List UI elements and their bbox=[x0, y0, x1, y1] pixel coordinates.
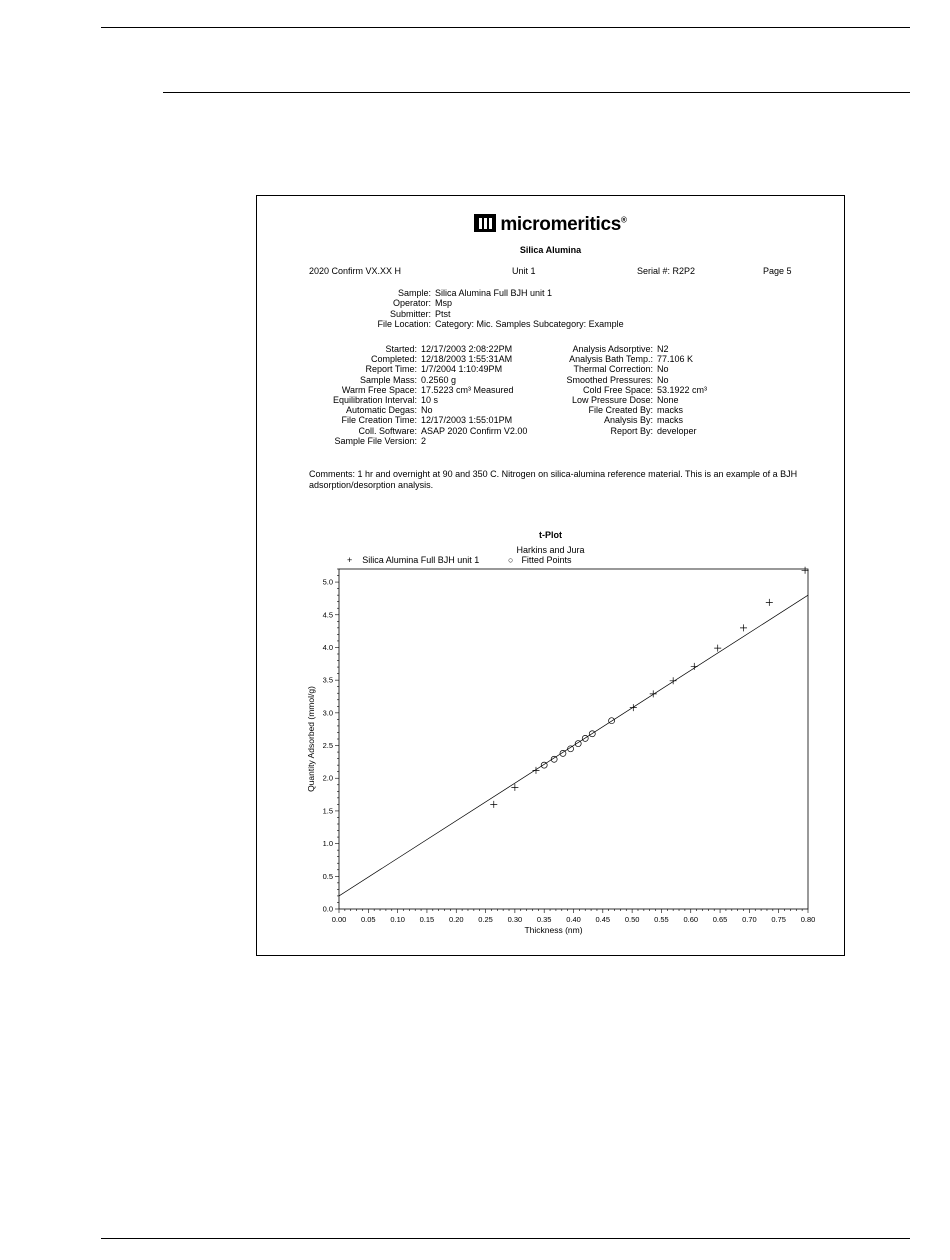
param-value: 0.2560 g bbox=[421, 374, 457, 385]
micromeritics-logo: micromeritics® bbox=[257, 214, 844, 236]
plus-point bbox=[740, 624, 747, 631]
x-tick-label: 0.05 bbox=[361, 915, 376, 924]
param-value: developer bbox=[657, 425, 697, 436]
param-value: Category: Mic. Samples Subcategory: Example bbox=[435, 319, 624, 330]
x-tick-label: 0.50 bbox=[624, 915, 640, 924]
param-value: Silica Alumina Full BJH unit 1 bbox=[435, 288, 553, 298]
param-value: macks bbox=[657, 415, 684, 426]
param-value: 2 bbox=[421, 435, 427, 446]
y-tick-label: 4.0 bbox=[322, 642, 333, 652]
y-tick-label: 3.0 bbox=[322, 708, 333, 718]
chart-title: t-Plot bbox=[539, 530, 562, 540]
param-label: Low Pressure Dose: bbox=[571, 395, 653, 405]
param-value: 77.106 K bbox=[657, 354, 694, 365]
param-value: macks bbox=[657, 405, 684, 416]
param-label: Thermal Correction: bbox=[573, 364, 653, 375]
y-tick-label: 1.0 bbox=[322, 839, 333, 849]
param-label: Analysis Adsorptive: bbox=[572, 344, 653, 354]
param-value: Msp bbox=[435, 298, 453, 309]
plus-marker-icon: + bbox=[347, 555, 353, 565]
param-value: 12/18/2003 1:55:31AM bbox=[421, 354, 513, 365]
x-tick-label: 0.35 bbox=[536, 915, 552, 924]
y-tick-label: 0.5 bbox=[322, 871, 333, 881]
x-tick-label: 0.20 bbox=[448, 915, 464, 924]
param-value: ASAP 2020 Confirm V2.00 bbox=[421, 425, 528, 436]
x-tick-label: 0.55 bbox=[654, 915, 669, 924]
param-value: Ptst bbox=[435, 308, 451, 319]
report-figure bbox=[256, 195, 845, 956]
plot-frame bbox=[339, 569, 808, 909]
serial-label: Serial #: R2P2 bbox=[637, 266, 696, 276]
param-label: File Created By: bbox=[588, 405, 653, 416]
param-label: Sample File Version: bbox=[334, 435, 417, 446]
param-label: Started: bbox=[385, 344, 417, 354]
param-label: File Creation Time: bbox=[341, 415, 417, 426]
bottom-rule bbox=[101, 1238, 910, 1239]
param-value: 1/7/2004 1:10:49PM bbox=[421, 364, 503, 375]
param-label: Warm Free Space: bbox=[341, 384, 417, 395]
circle-marker-icon: ○ bbox=[508, 555, 514, 565]
top-rule bbox=[101, 27, 910, 28]
param-label: File Location: bbox=[377, 319, 431, 330]
y-axis-title: Quantity Adsorbed (mmol/g) bbox=[306, 686, 316, 792]
param-value: No bbox=[421, 405, 433, 416]
param-label: Cold Free Space: bbox=[582, 384, 653, 395]
x-tick-label: 0.10 bbox=[390, 915, 405, 924]
plus-point bbox=[490, 801, 497, 808]
page-label: Page 5 bbox=[763, 266, 792, 276]
param-value: No bbox=[657, 364, 669, 375]
x-tick-label: 0.80 bbox=[800, 915, 816, 924]
y-tick-label: 2.5 bbox=[322, 741, 333, 751]
section-rule bbox=[163, 92, 910, 93]
x-tick-label: 0.75 bbox=[771, 915, 786, 924]
param-label: Sample: bbox=[397, 288, 431, 298]
plus-point bbox=[714, 645, 721, 652]
x-tick-label: 0.25 bbox=[478, 915, 493, 924]
legend-item-fitted: ○ Fitted Points bbox=[508, 555, 572, 565]
plus-point bbox=[802, 567, 809, 574]
y-tick-label: 2.0 bbox=[322, 773, 333, 783]
y-tick-label: 0.0 bbox=[322, 904, 333, 914]
param-value: 17.5223 cm³ Measured bbox=[421, 384, 514, 395]
y-tick-label: 3.5 bbox=[322, 675, 333, 685]
x-axis-title: Thickness (nm) bbox=[524, 925, 583, 935]
y-tick-label: 4.5 bbox=[322, 610, 333, 620]
x-tick-label: 0.70 bbox=[742, 915, 757, 924]
chart-subtitle: Harkins and Jura bbox=[516, 545, 585, 555]
param-label: Analysis Bath Temp.: bbox=[569, 354, 653, 365]
fit-line bbox=[339, 595, 808, 896]
param-value: 12/17/2003 2:08:22PM bbox=[421, 344, 513, 354]
unit-label: Unit 1 bbox=[512, 266, 536, 276]
param-label: Sample Mass: bbox=[359, 374, 417, 385]
x-tick-label: 0.65 bbox=[712, 915, 728, 924]
param-value: 10 s bbox=[421, 395, 439, 405]
param-label: Coll. Software: bbox=[358, 425, 417, 436]
param-label: Analysis By: bbox=[603, 415, 653, 426]
param-label: Equilibration Interval: bbox=[332, 395, 417, 405]
comments: Comments: 1 hr and overnight at 90 and 350 C. Nitrogen on silica-alumina reference material. This is an example of a BJH adsorption/desorption analysis. bbox=[309, 469, 798, 490]
param-value: 12/17/2003 1:55:01PM bbox=[421, 415, 513, 426]
param-label: Submitter: bbox=[389, 308, 431, 319]
version-label: 2020 Confirm VX.XX H bbox=[309, 266, 402, 276]
param-label: Completed: bbox=[370, 354, 417, 365]
param-value: 53.1922 cm³ bbox=[657, 384, 708, 395]
param-value: No bbox=[657, 374, 669, 385]
t-plot-chart bbox=[257, 196, 844, 955]
x-tick-label: 0.30 bbox=[507, 915, 523, 924]
param-label: Automatic Degas: bbox=[345, 405, 417, 416]
y-tick-label: 5.0 bbox=[322, 577, 333, 587]
param-label: Smoothed Pressures: bbox=[566, 374, 653, 385]
param-label: Report By: bbox=[610, 425, 653, 436]
x-tick-label: 0.15 bbox=[419, 915, 435, 924]
fitted-point bbox=[541, 762, 547, 768]
plus-point bbox=[766, 599, 773, 606]
param-value: N2 bbox=[657, 344, 669, 354]
report-title: Silica Alumina bbox=[519, 245, 582, 255]
param-label: Operator: bbox=[392, 298, 431, 309]
x-tick-label: 0.45 bbox=[595, 915, 611, 924]
x-tick-label: 0.40 bbox=[566, 915, 581, 924]
plus-point bbox=[630, 704, 637, 711]
param-label: Report Time: bbox=[365, 364, 417, 375]
plus-point bbox=[691, 663, 698, 670]
param-value: None bbox=[657, 395, 679, 405]
x-tick-label: 0.00 bbox=[331, 915, 347, 924]
x-tick-label: 0.60 bbox=[683, 915, 699, 924]
legend-item-series: + Silica Alumina Full BJH unit 1 bbox=[347, 555, 480, 565]
y-tick-label: 1.5 bbox=[322, 806, 333, 816]
